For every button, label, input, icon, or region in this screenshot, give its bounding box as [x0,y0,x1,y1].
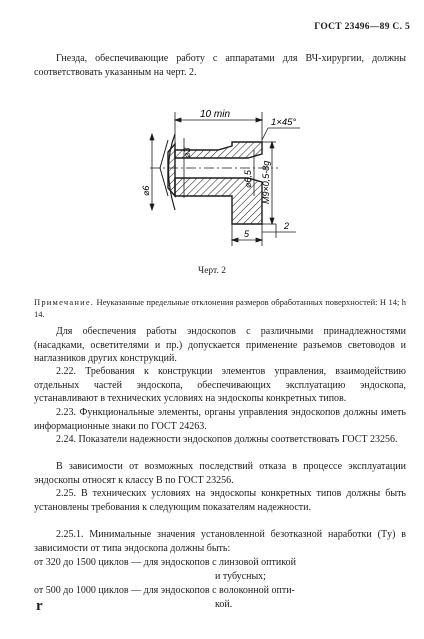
paragraph-dependency: В зависимости от возможных последствий отказа в процессе эксплуатации эндоскопы относят к классу В по ГОСТ 23256. [34,461,406,486]
note-label: Примечание. [34,297,95,307]
dim-d6-label: ⌀6 [141,185,151,196]
list-item-lens-cont: и тубусных; [215,571,266,582]
paragraph-2-23: 2.23. Функциональные элементы, органы управления эндоскопов должны иметь информационные знаки по ГОСТ 24263. [34,407,406,432]
figure-caption: Черт. 2 [198,266,226,276]
list-item-fiber: от 500 до 1000 циклов — для эндоскопов с волоконной опти- [34,585,295,596]
page-header: ГОСТ 23496—89 С. 5 [314,22,410,32]
corner-mark: r [36,598,43,614]
dim-chamfer-label: 1×45° [271,117,297,128]
dim-2-label: 2 [284,221,290,231]
list-item-fiber-cont: кой. [215,599,233,610]
paragraph-2-22: 2.22. Требования к конструкции элементов управления, взаимодействию отдельных частей эндоскопа, обеспечивающих эксплуатацию эндоскопа, устанавливают в технических условиях на эндоскопы конкретных типов. [34,366,406,404]
dim-d65-label: ⌀6,5 [243,170,253,188]
paragraph-2-25: 2.25. В технических условиях на эндоскопы конкретных типов должны быть установлены требования к следующим показателям надежности. [34,488,406,513]
dim-d3-label: ⌀3 [182,147,192,158]
dim-5-label: 5 [244,229,250,239]
paragraph-accessories: Для обеспечения работы эндоскопов с различными принадлежностями (насадками, осветителями и пр.) допускается применение разъемов световодов и наглазников других конструкций. [34,326,406,364]
paragraph-2-24: 2.24. Показатели надежности эндоскопов должны соответствовать ГОСТ 23256. [56,434,398,445]
note-text: Неуказанные предельные отклонения размеров обработанных поверхностей: H 14; h 14. [34,297,406,319]
intro-paragraph: Гнезда, обеспечивающие работу с аппаратами для ВЧ-хирургии, должны соответствовать указанным на черт. 2. [34,53,406,78]
paragraph-2-25-1: 2.25.1. Минимальные значения установленной безотказной наработки (Tу) в зависимости от типа эндоскопа должны быть: [34,529,406,554]
socket-profile [150,134,278,224]
list-item-lens: от 320 до 1500 циклов — для эндоскопов с линзовой оптикой [34,557,296,568]
technical-drawing [0,0,424,260]
dim-thread-label: M9×0,5-8g [261,160,271,204]
dim-length-label: 10 min [200,109,231,120]
figure-note [34,296,406,320]
